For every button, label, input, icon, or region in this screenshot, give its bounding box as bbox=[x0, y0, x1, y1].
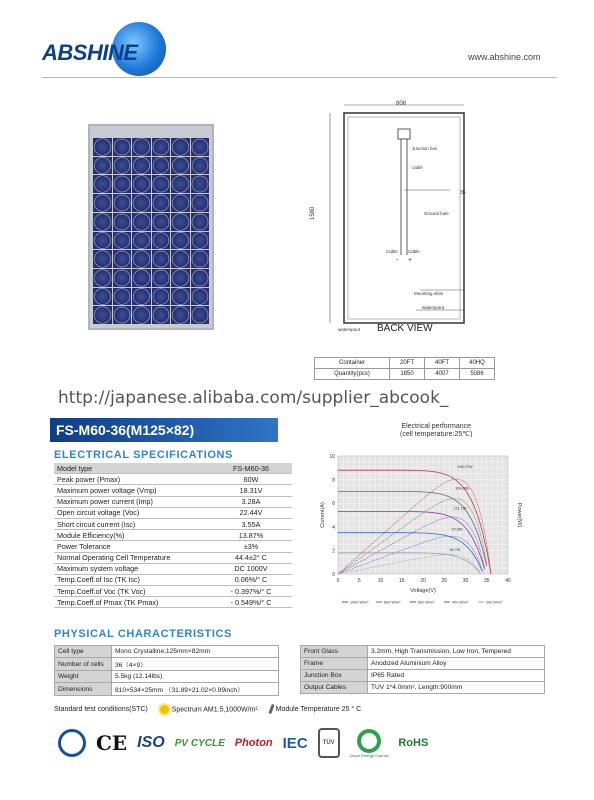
waterspout-bottom-label: waterspout bbox=[338, 327, 361, 332]
spec-value: ±3% bbox=[210, 541, 292, 552]
table-row bbox=[54, 496, 292, 507]
table-row bbox=[55, 683, 279, 696]
certification-logos bbox=[58, 728, 428, 758]
legend-label: 200 W/m² bbox=[486, 600, 503, 605]
spec-label: Temp.Coeff.of Pmax (TK Pmax) bbox=[54, 597, 210, 608]
solar-cell bbox=[113, 269, 132, 287]
spec-label: Module Efficiency(%) bbox=[54, 530, 210, 541]
table-cell: 4007 bbox=[425, 369, 460, 380]
table-row bbox=[301, 670, 545, 682]
spec-value: 13.87% bbox=[210, 530, 292, 541]
table-cell: 40HQ bbox=[460, 358, 495, 369]
ce-mark: CE bbox=[96, 731, 128, 755]
legend-label: 400 W/m² bbox=[452, 600, 469, 605]
solar-cell bbox=[132, 232, 151, 250]
pmax-data-label: 206.27W bbox=[457, 465, 473, 470]
photon-logo: Photon bbox=[234, 737, 273, 749]
x-tick-label: 0 bbox=[336, 578, 340, 584]
solar-cell bbox=[171, 194, 190, 212]
solar-cell bbox=[152, 157, 171, 175]
solar-cell bbox=[132, 175, 151, 193]
solar-cell bbox=[132, 306, 151, 324]
phys-label: Number of cells bbox=[55, 658, 112, 671]
solar-cell bbox=[93, 175, 112, 193]
spec-value: 3.55A bbox=[210, 518, 292, 529]
solar-cell bbox=[113, 194, 132, 212]
table-row bbox=[301, 646, 545, 658]
spectrum-text: Spectrum AM1.5,1000W/m² bbox=[171, 705, 258, 713]
chart-title-line2: (cell temperature:25℃) bbox=[400, 431, 473, 438]
container-table bbox=[314, 357, 495, 380]
solar-cell bbox=[113, 250, 132, 268]
phys-value: IP65 Rated bbox=[368, 670, 545, 682]
solar-cell bbox=[191, 288, 210, 306]
solar-cell bbox=[191, 250, 210, 268]
y2-axis-label: Power(W) bbox=[516, 502, 522, 528]
solar-cell bbox=[132, 194, 151, 212]
minus-sign: - bbox=[396, 257, 399, 264]
iso-logo: ISO bbox=[137, 734, 165, 751]
plus-sign: + bbox=[408, 257, 413, 264]
solar-cell bbox=[171, 269, 190, 287]
module-temp-item bbox=[270, 704, 362, 714]
y-tick-label: 10 bbox=[329, 454, 335, 460]
watermark-url: http://japanese.alibaba.com/supplier_abcook_ bbox=[58, 388, 449, 408]
back-view-drawing bbox=[300, 95, 490, 335]
solar-cell bbox=[152, 232, 171, 250]
container-header-row bbox=[315, 358, 495, 369]
table-row bbox=[54, 518, 292, 529]
table-cell: 1850 bbox=[390, 369, 425, 380]
pv-cycle-logo: PV CYCLE bbox=[174, 737, 225, 749]
solar-cell bbox=[93, 250, 112, 268]
cable-label: cable bbox=[412, 165, 423, 170]
electrical-spec-table bbox=[54, 463, 292, 608]
spec-value: 18.31V bbox=[210, 485, 292, 496]
phys-label: Output Cables bbox=[301, 682, 368, 694]
x-tick-label: 25 bbox=[441, 578, 448, 584]
x-tick-label: 20 bbox=[420, 578, 426, 584]
waterspout-label: waterspout bbox=[422, 305, 445, 310]
spec-label: Maximum power voltage (Vmp) bbox=[54, 485, 210, 496]
chart-title bbox=[400, 423, 472, 439]
y-axis-label: Current(A) bbox=[320, 502, 326, 528]
electrical-section-title: ELECTRICAL SPECIFICATIONS bbox=[54, 449, 233, 461]
solar-cell bbox=[191, 175, 210, 193]
round-seal-icon bbox=[58, 729, 86, 757]
solar-cell bbox=[191, 213, 210, 231]
solar-cell bbox=[191, 194, 210, 212]
table-row bbox=[55, 658, 279, 671]
table-cell: Container bbox=[315, 358, 390, 369]
pmax-data-label: 36.7W bbox=[449, 547, 461, 552]
junction-box-label: Junction box bbox=[412, 146, 438, 151]
solar-cell bbox=[171, 213, 190, 231]
sun-icon bbox=[160, 705, 169, 714]
phys-value: 3.2mm, High Transmission, Low Iron, Tempered bbox=[368, 646, 545, 658]
phys-label: Dimensions bbox=[55, 683, 112, 696]
spec-value: - 0.549%/° C bbox=[210, 597, 292, 608]
x-tick-label: 15 bbox=[398, 578, 405, 584]
x-tick-label: 5 bbox=[357, 578, 361, 584]
spec-label: Model type bbox=[54, 463, 210, 474]
solar-cell bbox=[152, 306, 171, 324]
physical-table-left bbox=[54, 645, 279, 696]
solar-cell bbox=[113, 157, 132, 175]
pmax-data-label: 79.9W bbox=[451, 527, 463, 532]
spec-value: FS-M60-36 bbox=[210, 463, 292, 474]
spec-label: Normal Operating Cell Temperature bbox=[54, 552, 210, 563]
spec-label: Short circuit current (Isc) bbox=[54, 518, 210, 529]
table-row bbox=[54, 485, 292, 496]
y-tick-label: 2 bbox=[332, 548, 335, 555]
table-row bbox=[55, 646, 279, 658]
phys-label: Weight bbox=[55, 671, 112, 683]
solar-cell bbox=[191, 157, 210, 175]
side-dimension: 35 bbox=[460, 190, 466, 196]
solar-cell bbox=[132, 288, 151, 306]
phys-value: 5.5kg (12.14lbs) bbox=[112, 671, 279, 683]
website-url[interactable]: www.abshine.com bbox=[468, 52, 541, 62]
table-row bbox=[54, 507, 292, 518]
height-dimension: 1580 bbox=[310, 206, 316, 220]
solar-cell bbox=[171, 306, 190, 324]
solar-cell bbox=[152, 138, 171, 156]
table-row bbox=[54, 541, 292, 552]
spec-label: Open circuit voltage (Voc) bbox=[54, 507, 210, 518]
solar-panel-image bbox=[88, 124, 214, 330]
x-tick-label: 35 bbox=[483, 578, 490, 584]
solar-cell bbox=[152, 213, 171, 231]
green-energy-logo bbox=[350, 729, 389, 758]
solar-cell bbox=[113, 232, 132, 250]
rohs-logo: RoHS bbox=[398, 737, 429, 749]
legend-label: 800 W/m² bbox=[384, 600, 401, 605]
model-title: FS-M60-36(M125×82) bbox=[50, 418, 278, 442]
phys-label: Frame bbox=[301, 658, 368, 670]
spec-value: 60W bbox=[210, 474, 292, 485]
solar-cell bbox=[93, 306, 112, 324]
table-cell: 5086 bbox=[460, 369, 495, 380]
solar-cell bbox=[171, 175, 190, 193]
solar-cell bbox=[171, 288, 190, 306]
header-divider bbox=[42, 77, 557, 78]
width-dimension: 808 bbox=[396, 101, 407, 107]
solar-cell bbox=[152, 288, 171, 306]
solar-cell bbox=[152, 250, 171, 268]
cable-right-label: Cable bbox=[408, 249, 420, 254]
table-cell: 40FT bbox=[425, 358, 460, 369]
iec-logo: IEC bbox=[282, 734, 308, 752]
physical-section-title: PHYSICAL CHARACTERISTICS bbox=[54, 628, 232, 640]
table-row bbox=[54, 586, 292, 597]
solar-cell bbox=[191, 232, 210, 250]
solar-cell bbox=[191, 306, 210, 324]
x-tick-label: 40 bbox=[505, 578, 511, 584]
ground-hole-label: Ground hole bbox=[424, 211, 449, 216]
green-energy-label: Clean Energy Council bbox=[349, 752, 389, 758]
spec-value: 22.44V bbox=[210, 507, 292, 518]
table-row bbox=[54, 530, 292, 541]
phys-value: Anodized Aluminium Alloy bbox=[368, 658, 545, 670]
cable-left-label: Cable bbox=[386, 249, 398, 254]
pmax-data-label: 164.0W bbox=[455, 486, 469, 491]
phys-value: Mono Crystalline,125mm×82mm bbox=[112, 646, 279, 658]
solar-cell bbox=[93, 288, 112, 306]
stc-label: Standard test conditions(STC) bbox=[54, 705, 148, 713]
pmax-data-label: 121.1W bbox=[453, 506, 467, 511]
solar-cell bbox=[93, 232, 112, 250]
iv-chart bbox=[318, 448, 536, 623]
spec-value: 44.4±2° C bbox=[210, 552, 292, 563]
solar-cell bbox=[152, 269, 171, 287]
y-tick-label: 8 bbox=[332, 477, 335, 484]
solar-cell bbox=[132, 213, 151, 231]
y-tick-label: 6 bbox=[332, 501, 335, 508]
y-tick-label: 0 bbox=[332, 572, 335, 578]
brand-name: ABSHINE bbox=[42, 40, 138, 65]
spec-value: 0.06%/° C bbox=[210, 574, 292, 585]
spec-value: 3.28A bbox=[210, 496, 292, 507]
solar-cell bbox=[113, 138, 132, 156]
table-row bbox=[54, 552, 292, 563]
x-tick-label: 30 bbox=[462, 578, 469, 584]
spec-value: DC 1000V bbox=[210, 563, 292, 574]
solar-cell bbox=[152, 194, 171, 212]
panel-cell-grid bbox=[93, 138, 209, 324]
spec-value: - 0.397%/° C bbox=[210, 586, 292, 597]
spectrum-item bbox=[160, 705, 258, 714]
table-row bbox=[54, 463, 292, 474]
physical-table-right bbox=[300, 645, 545, 694]
spec-label: Power Tolerance bbox=[54, 541, 210, 552]
table-row bbox=[54, 563, 292, 574]
solar-cell bbox=[93, 269, 112, 287]
solar-cell bbox=[132, 138, 151, 156]
solar-cell bbox=[93, 138, 112, 156]
solar-cell bbox=[113, 306, 132, 324]
solar-cell bbox=[93, 213, 112, 231]
table-cell: Quantity(pcs) bbox=[315, 369, 390, 380]
table-row bbox=[301, 658, 545, 670]
spec-label: Maximum system voltage bbox=[54, 563, 210, 574]
chart-title-line1: Electrical performance bbox=[401, 423, 472, 430]
solar-cell bbox=[152, 175, 171, 193]
module-temp-text: Module Temperature 25 ° C bbox=[275, 705, 362, 713]
legend-label: 600 W/m² bbox=[418, 600, 435, 605]
table-row bbox=[54, 574, 292, 585]
thermometer-icon bbox=[268, 704, 274, 714]
solar-cell bbox=[132, 269, 151, 287]
table-cell: 20FT bbox=[390, 358, 425, 369]
spec-label: Temp.Coeff.of Isc (TK Isc) bbox=[54, 574, 210, 585]
solar-cell bbox=[113, 288, 132, 306]
container-quantity-row bbox=[315, 369, 495, 380]
solar-cell bbox=[113, 175, 132, 193]
table-row bbox=[54, 474, 292, 485]
solar-cell bbox=[93, 194, 112, 212]
x-axis-label: Voltage(V) bbox=[410, 588, 436, 594]
solar-cell bbox=[93, 157, 112, 175]
table-row bbox=[301, 682, 545, 694]
table-row bbox=[55, 671, 279, 683]
phys-value: 810×534×25mm （31.89×21.02×0.99inch） bbox=[112, 683, 279, 696]
phys-label: Cell type bbox=[55, 646, 112, 658]
table-row bbox=[54, 597, 292, 608]
phys-value: TUV 1*4.0mm², Length:900mm bbox=[368, 682, 545, 694]
stc-line bbox=[54, 704, 371, 714]
solar-cell bbox=[171, 157, 190, 175]
solar-cell bbox=[113, 213, 132, 231]
solar-cell bbox=[132, 250, 151, 268]
green-ring-icon bbox=[357, 729, 381, 753]
solar-cell bbox=[191, 269, 210, 287]
spec-label: Temp.Coeff.of Voc (TK Voc) bbox=[54, 586, 210, 597]
phys-value: 36（4×9） bbox=[112, 658, 279, 671]
x-tick-label: 10 bbox=[377, 578, 384, 584]
solar-cell bbox=[132, 157, 151, 175]
spec-label: Peak power (Pmax) bbox=[54, 474, 210, 485]
spec-label: Maximum power current (Imp) bbox=[54, 496, 210, 507]
mounting-slots-label: Mounting slots bbox=[414, 291, 444, 296]
phys-label: Front Glass bbox=[301, 646, 368, 658]
solar-cell bbox=[171, 250, 190, 268]
tuv-logo: TÜV bbox=[318, 728, 340, 758]
solar-cell bbox=[191, 138, 210, 156]
y-tick-label: 4 bbox=[332, 524, 335, 531]
back-view-label: BACK VIEW bbox=[377, 323, 433, 334]
solar-cell bbox=[171, 232, 190, 250]
phys-label: Junction Box bbox=[301, 670, 368, 682]
legend-label: 1000 W/m² bbox=[350, 600, 369, 605]
solar-cell bbox=[171, 138, 190, 156]
